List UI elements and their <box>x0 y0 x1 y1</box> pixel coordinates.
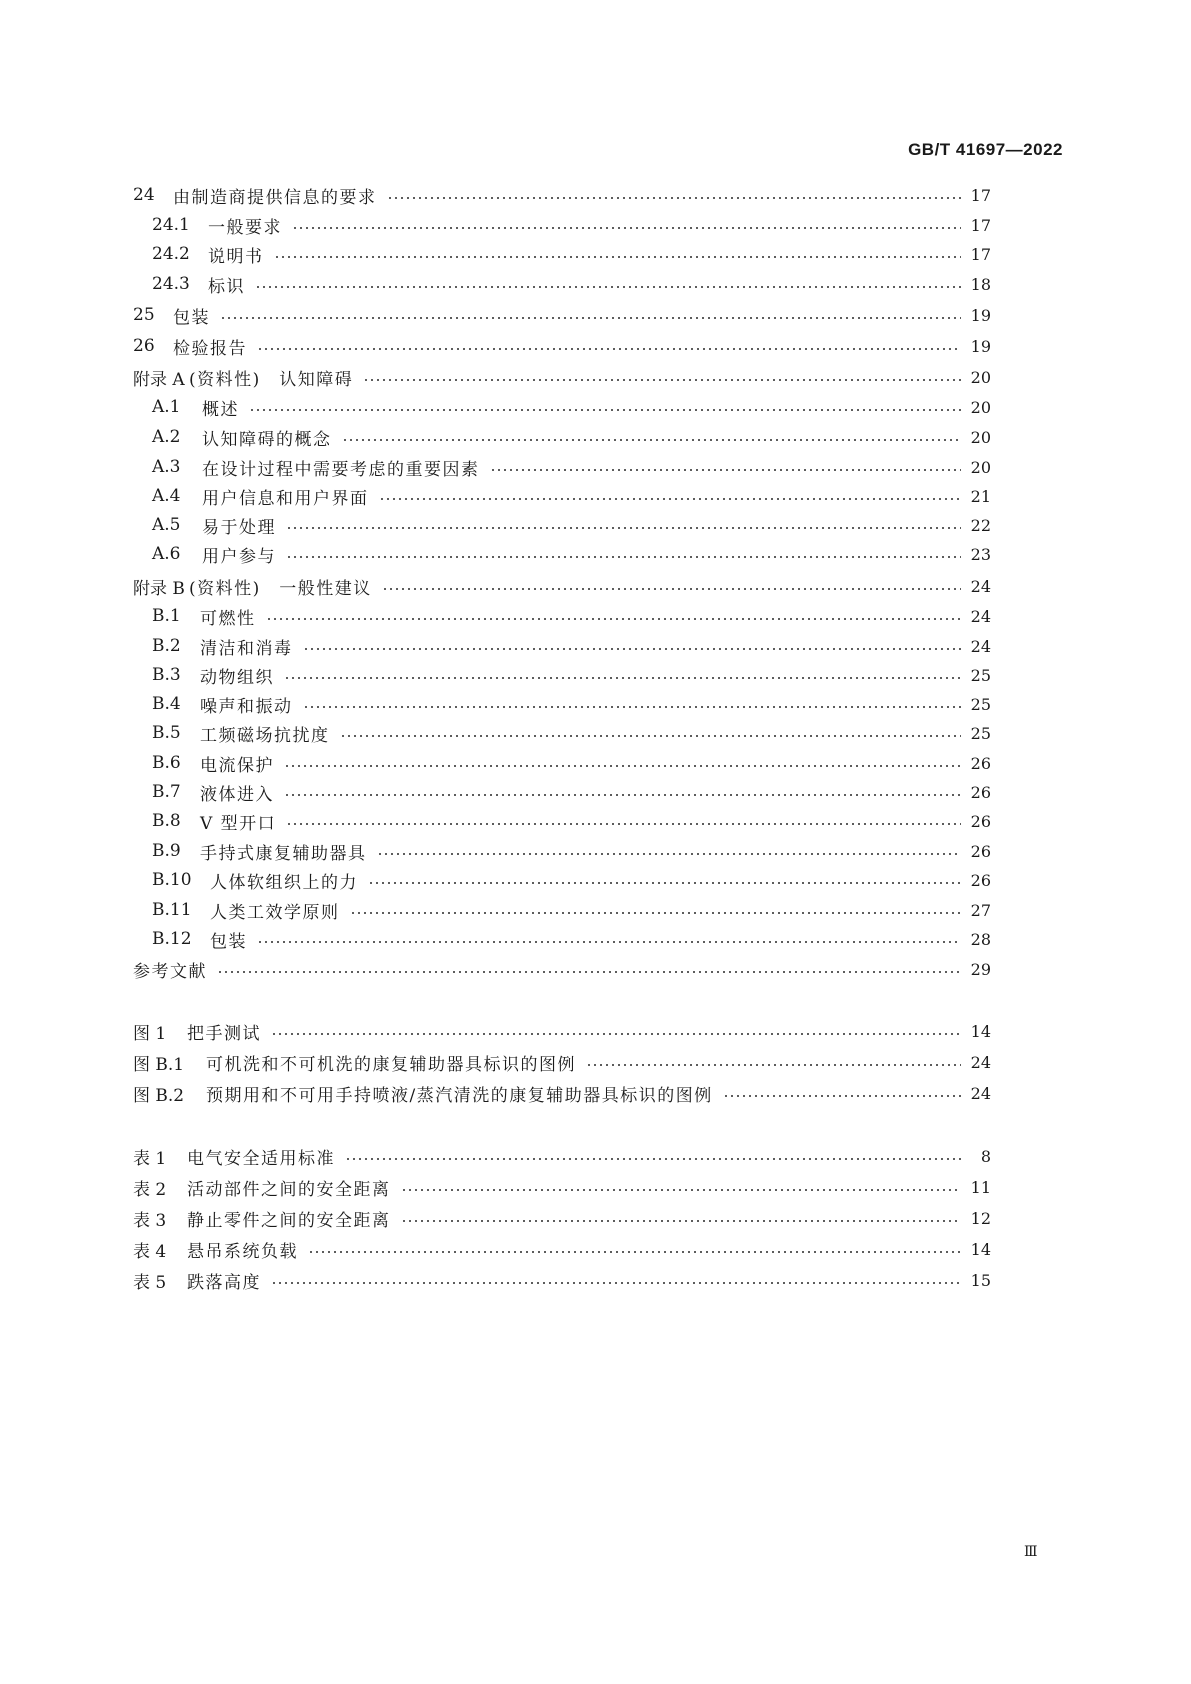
toc-entry-title: (资料性) 认知障碍 <box>189 369 354 390</box>
toc-entry[interactable] <box>152 749 991 777</box>
toc-entry-title: 人体软组织上的力 <box>210 872 358 893</box>
toc-entry-title: 易于处理 <box>202 517 276 538</box>
toc-entry[interactable] <box>152 632 991 660</box>
toc-entry[interactable] <box>152 540 991 568</box>
toc-entry-title: 一般要求 <box>208 217 282 238</box>
toc-entry-page: 21 <box>970 486 991 506</box>
toc-entry-number: 附录 B <box>133 578 185 599</box>
dot-leader <box>266 618 962 620</box>
table-entry-page: 11 <box>970 1177 991 1197</box>
toc-entry-page: 20 <box>970 367 991 387</box>
toc-entry-number: A.2 <box>152 427 181 447</box>
dot-leader <box>350 912 962 914</box>
dot-leader <box>257 348 961 350</box>
dot-leader <box>284 765 961 767</box>
toc-entry-number: B.6 <box>152 753 181 773</box>
toc-entry[interactable] <box>152 211 991 239</box>
toc-entry[interactable] <box>152 423 991 451</box>
toc-entry-page: 26 <box>970 753 991 773</box>
toc-entry[interactable] <box>152 270 991 298</box>
toc-entry[interactable] <box>152 690 991 718</box>
dot-leader <box>723 1095 961 1097</box>
toc-entry-number: 24.3 <box>152 274 190 294</box>
toc-entry[interactable] <box>133 572 991 600</box>
toc-entry-title: 手持式康复辅助器具 <box>200 843 367 864</box>
toc-entry-title: 噪声和振动 <box>200 696 293 717</box>
dot-leader <box>363 379 961 381</box>
toc-entry-page: 29 <box>970 959 991 979</box>
toc-entry[interactable] <box>152 453 991 481</box>
toc-entry[interactable] <box>152 393 991 421</box>
toc-entry[interactable] <box>133 955 991 983</box>
toc-entry-title: 概述 <box>202 399 239 420</box>
figure-entry[interactable] <box>133 1079 991 1107</box>
dot-leader <box>271 1282 961 1284</box>
dot-leader <box>255 286 961 288</box>
table-entry-title: 静止零件之间的安全距离 <box>187 1210 391 1231</box>
dot-leader <box>257 941 961 943</box>
toc-entry-title: 动物组织 <box>200 667 274 688</box>
toc-entry-page: 19 <box>970 336 991 356</box>
table-entry[interactable] <box>133 1142 991 1170</box>
toc-entry-title: 人类工效学原则 <box>210 902 340 923</box>
toc-entry[interactable] <box>152 778 991 806</box>
toc-entry-number: 26 <box>133 336 155 356</box>
table-entry-number: 表 2 <box>133 1179 167 1200</box>
toc-entry[interactable] <box>152 866 991 894</box>
dot-leader <box>284 794 961 796</box>
dot-leader <box>249 409 961 411</box>
toc-entry-number: B.11 <box>152 900 192 920</box>
toc-entry-page: 17 <box>970 185 991 205</box>
toc-entry-title: 液体进入 <box>200 784 274 805</box>
dot-leader <box>303 706 962 708</box>
dot-leader <box>220 317 961 319</box>
toc-entry-title: 包装 <box>173 307 210 328</box>
figure-entry-title: 可机洗和不可机洗的康复辅助器具标识的图例 <box>206 1054 576 1075</box>
toc-entry[interactable] <box>152 602 991 630</box>
toc-entry-title: 清洁和消毒 <box>200 638 293 659</box>
toc-entry-title: 用户信息和用户界面 <box>202 488 369 509</box>
toc-entry-number: B.1 <box>152 606 181 626</box>
table-entry-page: 14 <box>970 1239 991 1259</box>
toc-entry-title: 可燃性 <box>200 608 256 629</box>
dot-leader <box>387 197 962 199</box>
table-entry-number: 表 4 <box>133 1241 167 1262</box>
toc-entry[interactable] <box>152 925 991 953</box>
toc-entry-title: 由制造商提供信息的要求 <box>173 187 377 208</box>
figure-entry-page: 24 <box>970 1052 991 1072</box>
toc-entry-number: A.4 <box>152 486 181 506</box>
figure-entry-number: 图 B.1 <box>133 1054 185 1075</box>
table-entry-page: 15 <box>970 1270 991 1290</box>
dot-leader <box>490 469 962 471</box>
table-entry-number: 表 5 <box>133 1272 167 1293</box>
dot-leader <box>286 527 961 529</box>
dot-leader <box>342 439 962 441</box>
toc-entry[interactable] <box>152 837 991 865</box>
toc-entry-number: B.7 <box>152 782 181 802</box>
dot-leader <box>345 1158 961 1160</box>
figure-entry-page: 24 <box>970 1083 991 1103</box>
toc-entry-page: 27 <box>970 900 991 920</box>
table-entry[interactable] <box>133 1173 991 1201</box>
toc-entry-page: 26 <box>970 841 991 861</box>
toc-entry-title: 标识 <box>208 276 245 297</box>
toc-entry-page: 28 <box>970 929 991 949</box>
toc-entry-number: A.1 <box>152 397 181 417</box>
dot-leader <box>379 498 962 500</box>
toc-entry-number: A.6 <box>152 544 181 564</box>
toc-entry[interactable] <box>152 719 991 747</box>
toc-entry-number: 25 <box>133 305 155 325</box>
dot-leader <box>401 1189 962 1191</box>
toc-entry[interactable] <box>152 240 991 268</box>
dot-leader <box>303 648 962 650</box>
figure-entry[interactable] <box>133 1017 991 1045</box>
toc-entry-number: B.9 <box>152 841 181 861</box>
toc-entry-number: B.4 <box>152 694 181 714</box>
toc-entry-title: 检验报告 <box>173 338 247 359</box>
toc-entry-number: B.12 <box>152 929 192 949</box>
toc-entry[interactable] <box>133 363 991 391</box>
toc-entry-number: B.8 <box>152 811 181 831</box>
toc-entry-page: 24 <box>970 606 991 626</box>
toc-entry-page: 25 <box>970 694 991 714</box>
toc-entry[interactable] <box>152 482 991 510</box>
dot-leader <box>382 588 961 590</box>
table-entry[interactable] <box>133 1204 991 1232</box>
table-entry-page: 8 <box>980 1146 991 1166</box>
dot-leader <box>286 823 961 825</box>
toc-entry-page: 20 <box>970 457 991 477</box>
toc-entry-title: 在设计过程中需要考虑的重要因素 <box>202 459 480 480</box>
table-entry-number: 表 3 <box>133 1210 167 1231</box>
toc-entry-number: 24 <box>133 185 155 205</box>
table-entry-page: 12 <box>970 1208 991 1228</box>
toc-entry-page: 20 <box>970 427 991 447</box>
toc-entry-number: B.5 <box>152 723 181 743</box>
figure-entry-number: 图 1 <box>133 1023 167 1044</box>
toc-entry-title: V 型开口 <box>200 813 277 834</box>
toc-entry[interactable] <box>152 896 991 924</box>
toc-entry[interactable] <box>152 807 991 835</box>
table-entry-title: 悬吊系统负载 <box>187 1241 298 1262</box>
figure-entry-title: 把手测试 <box>187 1023 261 1044</box>
toc-entry-title: (资料性) 一般性建议 <box>189 578 372 599</box>
toc-entry-number: A.5 <box>152 515 181 535</box>
toc-entry-title: 包装 <box>210 931 247 952</box>
table-entry-number: 表 1 <box>133 1148 167 1169</box>
toc-entry-title: 参考文献 <box>133 961 207 982</box>
standard-code: GB/T 41697—2022 <box>908 140 1063 159</box>
dot-leader <box>271 1033 961 1035</box>
toc-entry-number: B.3 <box>152 665 181 685</box>
figure-entry-number: 图 B.2 <box>133 1085 185 1106</box>
table-entry-title: 电气安全适用标准 <box>187 1148 335 1169</box>
toc-entry-title: 认知障碍的概念 <box>202 429 332 450</box>
dot-leader <box>284 677 961 679</box>
toc-entry-page: 25 <box>970 665 991 685</box>
toc-entry-page: 17 <box>970 215 991 235</box>
dot-leader <box>586 1064 961 1066</box>
toc-entry-title: 用户参与 <box>202 546 276 567</box>
dot-leader <box>292 227 961 229</box>
toc-entry-number: B.10 <box>152 870 192 890</box>
dot-leader <box>368 882 961 884</box>
figure-entry-page: 14 <box>970 1021 991 1041</box>
toc-entry-page: 18 <box>970 274 991 294</box>
dot-leader <box>308 1251 961 1253</box>
dot-leader <box>286 556 961 558</box>
figure-entry-title: 预期用和不可用手持喷液/蒸汽清洗的康复辅助器具标识的图例 <box>206 1085 713 1106</box>
toc-entry-page: 20 <box>970 397 991 417</box>
toc-entry[interactable] <box>133 332 991 360</box>
table-entry-title: 活动部件之间的安全距离 <box>187 1179 391 1200</box>
dot-leader <box>377 853 962 855</box>
dot-leader <box>217 971 961 973</box>
toc-entry-title: 说明书 <box>208 246 264 267</box>
toc-entry[interactable] <box>133 181 991 209</box>
toc-entry-page: 25 <box>970 723 991 743</box>
toc-entry-page: 22 <box>970 515 991 535</box>
toc-entry[interactable] <box>133 301 991 329</box>
toc-entry[interactable] <box>152 511 991 539</box>
toc-entry-page: 17 <box>970 244 991 264</box>
dot-leader <box>274 256 962 258</box>
toc-entry-number: 24.1 <box>152 215 190 235</box>
table-entry[interactable] <box>133 1235 991 1263</box>
toc-entry-number: A.3 <box>152 457 181 477</box>
toc-entry-number: B.2 <box>152 636 181 656</box>
table-entry-title: 跌落高度 <box>187 1272 261 1293</box>
toc-entry-page: 26 <box>970 870 991 890</box>
figure-entry[interactable] <box>133 1048 991 1076</box>
page-folio: Ⅲ <box>1024 1544 1038 1560</box>
toc-entry-number: 24.2 <box>152 244 190 264</box>
dot-leader <box>340 735 962 737</box>
toc-entry-page: 23 <box>970 544 991 564</box>
toc-entry-title: 电流保护 <box>200 755 274 776</box>
toc-entry-page: 26 <box>970 811 991 831</box>
toc-entry-title: 工频磁场抗扰度 <box>200 725 330 746</box>
toc-entry-page: 26 <box>970 782 991 802</box>
table-entry[interactable] <box>133 1266 991 1294</box>
toc-entry-number: 附录 A <box>133 369 185 390</box>
toc-entry-page: 19 <box>970 305 991 325</box>
dot-leader <box>401 1220 962 1222</box>
toc-entry[interactable] <box>152 661 991 689</box>
toc-entry-page: 24 <box>970 576 991 596</box>
toc-entry-page: 24 <box>970 636 991 656</box>
